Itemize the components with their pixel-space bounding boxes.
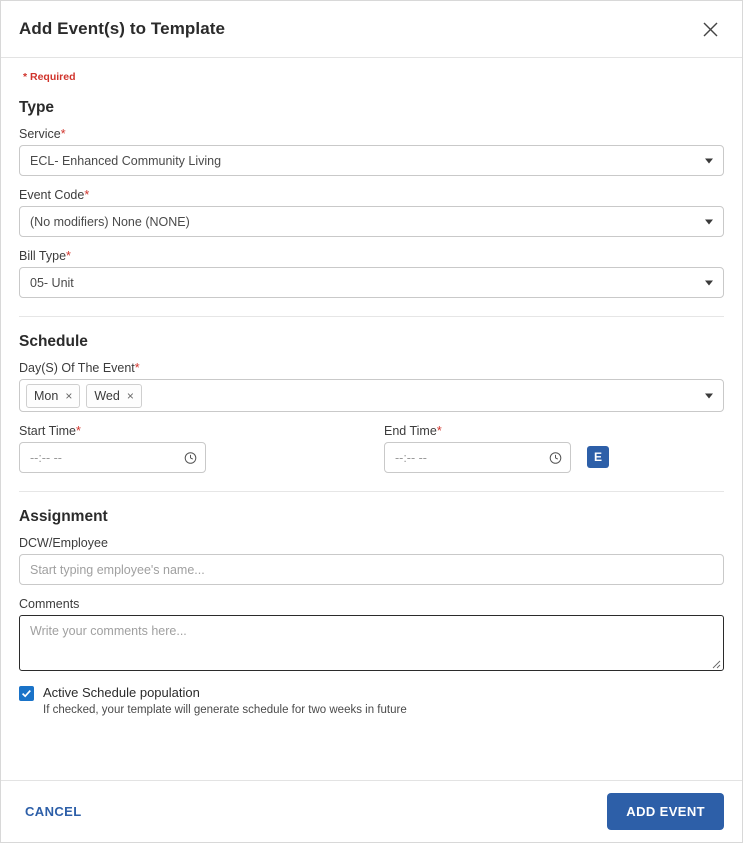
divider: [19, 316, 724, 317]
add-event-button[interactable]: ADD EVENT: [607, 793, 724, 830]
chevron-down-icon: [705, 158, 713, 163]
chevron-down-icon: [705, 219, 713, 224]
end-time-label-text: End Time: [384, 424, 437, 438]
section-heading-schedule: Schedule: [19, 333, 88, 350]
service-required-marker: *: [60, 127, 66, 141]
day-chip-label: Mon: [34, 388, 59, 403]
event-code-value: (No modifiers) None (NONE): [30, 214, 190, 229]
event-duration-badge[interactable]: E: [587, 446, 609, 468]
event-code-label: [19, 188, 724, 202]
required-note: * Required: [23, 71, 76, 83]
end-time-label: [384, 424, 571, 438]
bill-type-select[interactable]: [19, 267, 724, 298]
start-time-input[interactable]: [19, 442, 206, 473]
cancel-button[interactable]: CANCEL: [19, 796, 88, 827]
employee-placeholder: Start typing employee's name...: [30, 562, 205, 577]
field-event-code: [19, 188, 724, 237]
event-code-label-text: Event Code: [19, 188, 85, 202]
active-population-hint: If checked, your template will generate schedule for two weeks in future: [43, 704, 407, 717]
field-comments: [19, 597, 724, 671]
bill-type-label-text: Bill Type: [19, 249, 67, 263]
service-label-text: Service: [19, 127, 61, 141]
day-chip-label: Wed: [94, 388, 120, 403]
event-code-required-marker: *: [84, 188, 90, 202]
close-icon[interactable]: [696, 15, 724, 43]
active-population-checkbox[interactable]: [19, 686, 34, 701]
comments-placeholder: Write your comments here...: [30, 624, 187, 638]
chevron-down-icon: [705, 393, 713, 398]
time-row: [19, 424, 724, 473]
page-title: Add Event(s) to Template: [19, 19, 226, 38]
resize-handle-icon[interactable]: [711, 658, 721, 668]
days-label-text: Day(S) Of The Event: [19, 361, 135, 375]
divider: [19, 491, 724, 492]
section-heading-type: Type: [19, 99, 55, 116]
start-time-value: --:-- --: [30, 450, 62, 465]
remove-chip-icon[interactable]: ×: [126, 388, 134, 403]
day-chip-wed[interactable]: [86, 384, 142, 408]
event-code-select[interactable]: [19, 206, 724, 237]
service-label: [19, 127, 724, 141]
field-bill-type: [19, 249, 724, 298]
end-time-input[interactable]: [384, 442, 571, 473]
field-employee: [19, 536, 724, 585]
start-time-label: [19, 424, 206, 438]
service-value: ECL- Enhanced Community Living: [30, 153, 222, 168]
days-required-marker: *: [134, 361, 140, 375]
chevron-down-icon: [705, 280, 713, 285]
bill-type-label: [19, 249, 724, 263]
start-time-label-text: Start Time: [19, 424, 76, 438]
service-select[interactable]: [19, 145, 724, 176]
dialog-footer: [1, 780, 742, 842]
comments-textarea[interactable]: [19, 615, 724, 671]
start-time-required-marker: *: [75, 424, 81, 438]
field-end-time: [384, 424, 571, 473]
end-time-required-marker: *: [436, 424, 442, 438]
employee-input[interactable]: [19, 554, 724, 585]
comments-label: Comments: [19, 597, 80, 611]
days-label: [19, 361, 724, 375]
section-heading-assignment: Assignment: [19, 508, 108, 525]
field-start-time: [19, 424, 206, 473]
clock-icon[interactable]: [549, 451, 562, 464]
active-population-row: [19, 685, 724, 716]
employee-label: DCW/Employee: [19, 536, 108, 550]
dialog-body: [1, 58, 742, 780]
clock-icon[interactable]: [184, 451, 197, 464]
day-chip-mon[interactable]: [26, 384, 80, 408]
bill-type-value: 05- Unit: [30, 275, 74, 290]
field-days: [19, 361, 724, 412]
days-multiselect[interactable]: [19, 379, 724, 412]
active-population-text: [43, 685, 407, 716]
bill-type-required-marker: *: [66, 249, 71, 263]
remove-chip-icon[interactable]: ×: [65, 388, 73, 403]
end-time-value: --:-- --: [395, 450, 427, 465]
active-population-label: Active Schedule population: [43, 685, 200, 700]
dialog-header: [1, 1, 742, 58]
field-service: [19, 127, 724, 176]
